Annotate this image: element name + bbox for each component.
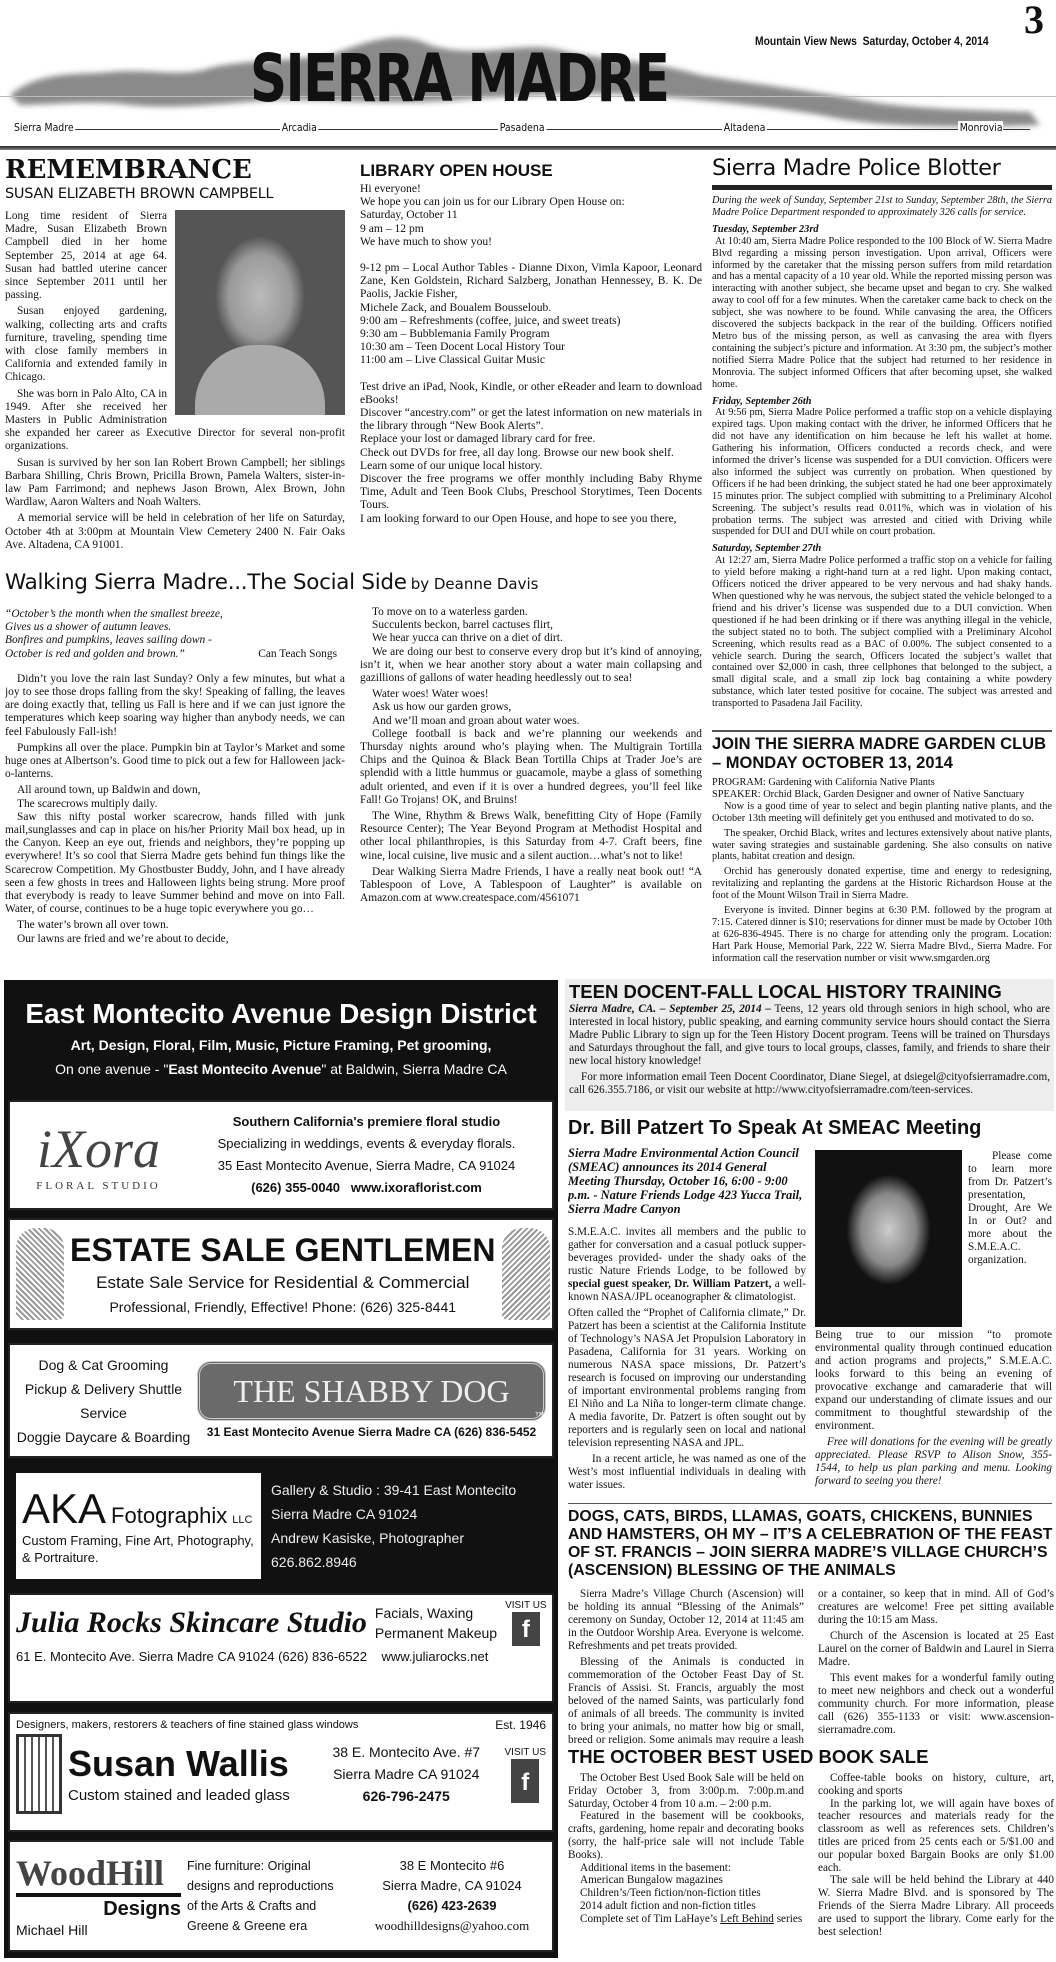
verse-line: We hear yucca can thrive on a diet of dirt. [372, 632, 563, 645]
animals-title: DOGS, CATS, BIRDS, LLAMAS, GOATS, CHICKENS, BUNNIES AND HAMSTERS, OH MY – IT’S A CELEBRATION OF THE FEAST OF ST. FRANCIS – JOIN SIERRA MADRE’S VILLAGE CHURCH’S (ASCENSION) BLESSING OF THE ANIMALS [568, 1508, 1053, 1579]
wallis-sub: Custom stained and leaded glass [68, 1787, 290, 1804]
library-feature: Test drive an iPad, Nook, Kindle, or other eReader and learn to download eBooks! [360, 379, 702, 406]
shabby-service: Pickup & Delivery Shuttle Service [24, 1380, 183, 1421]
ad-district-line2-c: " at Baldwin, Sierra Madre CA [321, 1061, 507, 1077]
shabby-logo [197, 1361, 546, 1421]
animals-paragraph: This event makes for a wonderful family outing to meet new neighbors and check out a wonderful community church. For more information, please call (626) 355-1133 or visit: www.ascension-sierramadre.com. [818, 1672, 1054, 1736]
aka-logo-b: Fotographix [111, 1503, 228, 1528]
julia-visit: VISIT US [505, 1600, 547, 1611]
woodhill-line: 38 E Montecito #6 [399, 1858, 505, 1873]
verse-line: Our lawns are fried and we’re about to decide, [17, 932, 229, 945]
booksale-paragraph: The October Best Used Book Sale will be held on Friday October 3, from 3:00p.m. 7:00p.m.and Saturday, October 4 from 10 a.m. – 2:00 p.m. [568, 1772, 804, 1810]
ad-district-line2-b: East Montecito Avenue [168, 1061, 322, 1077]
ixora-line1: Specializing in weddings, events & everyday florals. [217, 1136, 516, 1151]
smeac-title: Dr. Bill Patzert To Speak At SMEAC Meeting [568, 1117, 982, 1139]
shabby-tm: ™ [535, 1410, 544, 1420]
garden-speaker: SPEAKER: Orchid Black, Garden Designer and owner of Native Sanctuary [712, 788, 1025, 800]
garden-club-article [712, 735, 1052, 977]
police-entry-text: At 9:56 pm, Sierra Madre Police performed a traffic stop on a vehicle displaying expired tags. Upon making contact with the driver, he informed Officers that he did not have any identification on him because he left his wallet at home. Gathering his information, Officers conducted a records check, and were informed the driver’s license was suspended for a DUI conviction. Officers were also informed the subject was currently on probation. When questioned by Officers if he had been drinking, the subject stated he had one beer approximately 15 minutes prior. The subject complied with submitting to a Preliminary Alcohol Screening. The subject’s results read 0.011%, which was in violation of his probation terms. The subject was arrested and citied with Driving while suspended for DUI and DUI while on court probation. [712, 407, 1052, 538]
walking-paragraph: Saw this nifty postal worker scarecrow, hands filled with junk mail,sunglasses and cap in place on his/her Priority Mail box head, up in the Canyon. Keep an eye out, friends and neighbors, they’re popping up everywhere! It’s so cool that Sierra Madre gets behind fun things like the Scarecrow Competition. My Ghostbuster Buddy, John, and I have already seen a few ghosts in trees and Halloween lights being strung. More proof that everybody is ready to leave Summer behind and move on into Fall. Water, of course, continues to be a huge topic everywhere you go… [5, 810, 345, 916]
walking-paragraph: Pumpkins all over the place. Pumpkin bin at Taylor’s Market and some huge ones at Albertson’s. Good time to pick out a few for Halloween jack-o-lanterns. [5, 741, 345, 781]
verse-line: Succulents beckon, barrel cactuses flirt, [372, 619, 553, 632]
remembrance-paragraph: Susan enjoyed gardening, walking, collecting arts and crafts furniture, traveling, spending time with close family members in California and extended family in Chicago. [5, 305, 167, 384]
poem-credit: Can Teach Songs [258, 647, 337, 660]
julia-service: Facials, Waxing [374, 1604, 474, 1621]
smeac-paragraph: Free will donations for the evening will be greatly appreciated. Please RSVP to Alison Snow, 355-1544, to help us plan parking and menu. Looking forward to seeing you there! [815, 1436, 1052, 1487]
aka-llc: LLC [232, 1514, 253, 1526]
estate-line1: Estate Sale Service for Residential & Commercial [96, 1273, 470, 1292]
police-entry-text: At 12:27 am, Sierra Madre Police performed a traffic stop on a vehicle for failing to yield before making a right-hand turn at a red light. Upon making contact, Officers noticed the driver appeared to be very nervous and had shaky hands. When questioned why he was nervous, the subject stated the vehicle belonged to a friend and his driver’s license was suspended due to a DUI conviction. When questioned if he had been drinking or if there was anything illegal in the vehicle, the subject stated no to both. The subject complied with a Preliminary Alcohol Screening, which results read as a BAC of 0.00%. The subject consented to a vehicle search. During the search, Officers located the subject’s wallet that contained over $2,000 in cash, three cellphones that belonged to the subject, a small digital scale, and a small zip lock bag containing a white powdery substance, which later tested positive for cocaine. The subject was arrested and transported to Pasadena Jail Facility. [712, 555, 1052, 710]
walking-paragraph: Didn’t you love the rain last Sunday? Only a few minutes, but what a joy to see those drops falling from the sky! Speaking of falling, the leaves are doing exactly that, telling us Fall is here and if we can just ignore the temperatures which keep soaring way higher than anybody needs, we can feel Fabulously Fall-ish! [5, 672, 345, 738]
city-sierra-madre: Sierra Madre [14, 121, 74, 134]
smeac-p1-a: S.M.E.A.C. invites all members and the public to gather for conversation and a casual potluck supper- beverages provided- under the shady oaks of the rustic Nature Friends Lodge, to be followed by [568, 1226, 806, 1277]
smeac-paragraph: Often called the “Prophet of California climate,” Dr. Patzert has been a scientist at the California Institute of Technology’s NASA Jet Propulsion Laboratory in Pasadena, California for 31 years. Working on numerous NASA space missions, Dr. Patzert’s research is focused on improving our understanding of important environmental problems ranging from El Niño and La Niña to longer-term climate change. A media favorite, Dr. Patzert is often sought out by reporters and is regularly seen on local and national television representing NASA and JPL. [568, 1307, 806, 1449]
booksale-item: Children’s/Teen fiction/non-fiction titles [580, 1887, 761, 1900]
ad-district-title: East Montecito Avenue Design District [25, 998, 537, 1029]
library-schedule-item: 9-12 pm – Local Author Tables - Dianne Dixon, Vimla Kapoor, Leonard Zane, Ken Goldstein, Richard Salzberg, Jonathan Hennessey, B. K. De Paolis, Jackie Fisher, [360, 261, 702, 301]
page-number: 3 [1024, 0, 1044, 42]
wallis-logo: Susan Wallis [68, 1743, 289, 1784]
library-feature: Discover the free programs we offer monthly including Baby Rhyme Time, Adult and Teen Book Clubs, Preschool Storytimes, Teen Docents Tours. [360, 472, 702, 512]
verse-line: Ask us how our garden grows, [372, 701, 512, 714]
woodhill-logo: WoodHill [16, 1853, 181, 1897]
julia-service: Permanent Makeup [374, 1624, 498, 1641]
booksale-paragraph: Coffee-table books on history, culture, art, cooking and sports [818, 1772, 1054, 1797]
walking-paragraph: Dear Walking Sierra Madre Friends, I have a really neat book out! “A Tablespoon of Love, A Tablespoon of Laughter” is available on Amazon.com at www.createspace.com/4561071 [360, 865, 702, 905]
paper-dateline: Mountain View News Saturday, October 4, 2014 [755, 34, 989, 48]
ixora-website[interactable]: www.ixoraflorist.com [350, 1180, 482, 1195]
verse-line: And we’ll moan and groan about water woes. [372, 714, 580, 727]
booksale-item: 2014 adult fiction and non-fiction titles [580, 1899, 756, 1912]
library-article [360, 160, 702, 575]
city-altadena: Altadena [723, 121, 766, 134]
library-intro-line: We have much to show you! [360, 234, 493, 248]
aka-logo: AKA [22, 1485, 107, 1532]
smeac-p1-b: special guest speaker, Dr. William Patzert, [568, 1278, 772, 1290]
smeac-intro: Sierra Madre Environmental Action Council (SMEAC) announces its 2014 General Meeting Thursday, October 16, 6:00 - 9:00 p.m. - Nature Friends Lodge 423 Yucca Trail, Sierra Madre Canyon [568, 1146, 803, 1216]
police-blotter [712, 154, 1052, 722]
estate-title: ESTATE SALE GENTLEMEN [70, 1232, 496, 1268]
wallis-line: Sierra Madre CA 91024 [333, 1766, 480, 1782]
garden-paragraph: Orchid has generously donated expertise, time and energy to redesigning, revitalizing and replanting the gardens at the Historic Richardson House at the foot of the Mount Wilson Trail in Sierra Madre. [712, 866, 1052, 902]
city-arcadia: Arcadia [281, 121, 317, 134]
remembrance-subtitle: SUSAN ELIZABETH BROWN CAMPBELL [5, 186, 274, 202]
library-feature: Check out DVDs for free, all day long. Browse our new book shelf. [360, 445, 674, 459]
aka-services: Custom Framing, Fine Art, Photography, & Portraiture. [22, 1533, 254, 1565]
smeac-paragraph: Being true to our mission “to promote environmental quality through continued education and action programs and projects,” S.M.E.A.C. looks forward to this being an evening of provocative exchange and camaraderie that will expand our understanding of climate issues and our commitment to thoughtful stewardship of the environment. [815, 1329, 1052, 1432]
garden-program: PROGRAM: Gardening with California Native Plants [712, 777, 935, 788]
wallis-visit: VISIT US [504, 1746, 546, 1758]
poem-line: Bonfires and pumpkins, leaves sailing down - [5, 634, 212, 647]
griffin-icon [502, 1228, 550, 1320]
remembrance-paragraph: She was born in Palo Alto, CA in 1949. After she received her Masters in Public Administration she expanded her career as Executive Director for several non-profit organizations. [5, 387, 345, 453]
book-sale-article [568, 1746, 1054, 1962]
stained-glass-window-icon [16, 1734, 62, 1814]
booksale-paragraph: The sale will be held behind the Library at 440 W. Sierra Madre Blvd. and is sponsored by The Friends of the Sierra Madre Library. All proceeds are used to support the library. Come early for the best selection! [818, 1874, 1054, 1938]
aka-line: Gallery & Studio : 39-41 East Montecito [271, 1482, 517, 1498]
walking-title: Walking Sierra Madre...The Social Side [5, 570, 407, 595]
ixora-logo: iXora [36, 1119, 160, 1179]
verse-line: The scarecrows multiply daily. [17, 797, 158, 810]
walking-column-2 [360, 606, 702, 976]
masthead [0, 0, 1056, 150]
facebook-icon[interactable]: f [512, 1612, 540, 1646]
walking-byline: by Deanne Davis [410, 575, 539, 593]
walking-paragraph: The Wine, Rhythm & Brews Walk, benefitting City of Hope (Family Resource Center); The Year Beyond Program at Methodist Hospital and other local philanthropies, is this Saturday from 4-7. Craft beers, fine wine, local cuisine, live music and a silent auction…what’s not to like! [360, 810, 702, 862]
garden-paragraph: Everyone is invited. Dinner begins at 6:30 P.M. followed by the program at 7:15. Catered dinner is $10; reservations for dinner must be made by October 10th at 626-836-4945. There is no charge for attending only the program. Location: Hart Park House, Memorial Park, 222 W. Sierra Madre Blvd., Sierra Madre. For information call the reservation number or visit www.smgarden.org [712, 905, 1052, 964]
library-schedule-item: 11:00 am – Live Classical Guitar Music [360, 353, 546, 367]
poem-line: “October’s the month when the smallest breeze, [5, 608, 223, 620]
remembrance-paragraph: Susan is survived by her son Ian Robert Brown Campbell; her siblings Barbara Shilling, Chris Brown, Pricilla Brown, Pamela Walters, sister-in-law Pam Farrimond; and nephews Jason Brown, Alex Brown, John Wardlaw, Aaron Walters and Noah Walters. [5, 456, 345, 509]
remembrance-paragraph: A memorial service will be held in celebration of her life on Saturday, October 4th at 3:00pm at Mountain View Cemetery 2400 N. Fair Oaks Ave. Altadena, CA 91001. [5, 512, 345, 551]
library-intro-line: We hope you can join us for our Library Open House on: [360, 195, 625, 209]
ad-design-district[interactable] [8, 982, 554, 1094]
ixora-tagline: Southern California's premiere floral studio [232, 1114, 501, 1129]
wallis-phone: 626-796-2475 [362, 1788, 450, 1804]
library-title: LIBRARY OPEN HOUSE [360, 161, 553, 180]
verse-line: All around town, up Baldwin and down, [17, 784, 201, 797]
walking-paragraph: We are doing our best to conserve every drop but it’s kind of annoying, isn’t it, when we hear another story about a water main collapsing and gazillions of gallons of water heading heedlessly out to sea! [360, 645, 702, 685]
woodhill-desc: Fine furniture: Original [187, 1859, 311, 1873]
verse-line: The water’s brown all over town. [17, 919, 169, 932]
city-monrovia: Monrovia [959, 121, 1003, 134]
remembrance-paragraph: Long time resident of Sierra Madre, Susan Elizabeth Brown Campbell died in her home September 25, 2014 at age 64. Susan had battled uterine cancer since September 2011 until her passing. [5, 210, 167, 302]
smeac-paragraph: Please come to learn more from Dr. Patzert’s presentation, Drought, Are We In or Out? and more about the S.M.E.A.C. organization. [968, 1150, 1052, 1266]
booksale-item-text: Complete set of Tim LaHaye’s [580, 1912, 721, 1925]
booksale-item: Additional items in the basement: [580, 1861, 732, 1874]
patzert-photo [815, 1150, 962, 1327]
ixora-address: 35 East Montecito Avenue, Sierra Madre, CA 91024 [217, 1158, 516, 1173]
woodhill-owner: Michael Hill [16, 1922, 88, 1938]
walking-headline [5, 570, 705, 595]
remembrance-article [5, 156, 345, 574]
police-entry-text: At 10:40 am, Sierra Madre Police responded to the 100 Block of W. Sierra Madre Blvd regarding a missing person investigation. Upon arrival, Officers were informed by the caretaker that the missing person suffers from mild retardation and has a mental capacity of a 10 year old. While the reported missing person was interacting with another subject, she became upset and began to cry. She walked away to cool off for a few minutes. When the caretaker came back to check on the subject, she was nowhere to be found. While canvasing the area, the Officers discovered the subjects backpack in the rear of the building. Officers notified Metro bus of the missing person, as well as canvasing the area with flyers containing the subject’s picture and information. At 3:30 pm, the subject’s mother notified Sierra Madre Police that the subject had returned to her residence in Monrovia. The subject informed Officers that after becoming upset, she walked home. [712, 235, 1052, 390]
woodhill-logo-b: Designs [103, 1898, 181, 1920]
verse-line: To move on to a waterless garden. [372, 606, 528, 618]
poem-line: Gives us a shower of autumn leaves. [5, 621, 172, 634]
remembrance-photo [175, 210, 345, 415]
wallis-tagline: Designers, makers, restorers & teachers of fine stained glass windows [16, 1719, 359, 1731]
teen-paragraph: Teens, 12 years old through seniors in high school, who are interested in local history, public speaking, and earning community service hours should contact the Sierra Madre Public Library to sign up for the Teen History Docent program. Teens will be trained on Thursdays and Saturdays throughout the fall, and give tours to local groups, classes, family, and friends to share their new local history knowledge! [569, 1003, 1050, 1067]
police-title: Sierra Madre Police Blotter [712, 155, 1001, 181]
booksale-item-text: series [773, 1912, 803, 1925]
ad-julia-rocks[interactable] [8, 1593, 554, 1703]
blessing-animals-article [568, 1508, 1054, 1744]
police-title-rule [712, 185, 1052, 190]
police-entry-date: Tuesday, September 23rd [712, 223, 819, 235]
teen-paragraph: For more information email Teen Docent Coordinator, Diane Siegel, at dsiegel@cityofsierramadre.com, call 626.355.7186, or visit our website at http://www.cityofsierramadre.com/teen-services. [569, 1071, 1050, 1096]
smeac-paragraph: In a recent article, he was named as one of the West’s most influential individuals in dealing with water issues. [568, 1453, 806, 1491]
ad-district-line1: Art, Design, Floral, Film, Music, Picture Framing, Pet grooming, [70, 1037, 492, 1053]
booksale-title: THE OCTOBER BEST USED BOOK SALE [568, 1746, 929, 1767]
teen-docent-article [565, 979, 1054, 1111]
smeac-p1-c: a well-known NASA/JPL oceanographer & climatologist. [568, 1278, 806, 1303]
masthead-title: SIERRA MADRE [250, 40, 669, 117]
library-schedule-item: 10:30 am – Teen Docent Local History Tour [360, 340, 565, 354]
library-feature: I am looking forward to our Open House, and hope to see you there, [360, 511, 677, 525]
booksale-item: American Bungalow magazines [580, 1874, 723, 1887]
shabby-service: Doggie Daycare & Boarding [16, 1428, 191, 1445]
library-feature: Discover “ancestry.com” or get the latest information on new materials in the library through “New Book Alerts”. [360, 406, 702, 433]
aka-line: Sierra Madre CA 91024 [271, 1506, 418, 1522]
woodhill-phone: (626) 423-2639 [407, 1898, 497, 1913]
wallis-line: 38 E. Montecito Ave. #7 [332, 1744, 481, 1760]
verse-line: Water woes! Water woes! [372, 688, 489, 701]
animals-paragraph: Church of the Ascension is located at 25 East Laurel on the corner of Baldwin and Laurel in Sierra Madre. [818, 1630, 1054, 1668]
aka-line: Andrew Kasiske, Photographer [271, 1530, 464, 1546]
garden-title: JOIN THE SIERRA MADRE GARDEN CLUB – MONDAY OCTOBER 13, 2014 [712, 735, 1046, 772]
booksale-paragraph: In the parking lot, we will again have boxes of teacher resources and materials ready for the classroom as well as references sets. Children’s titles are priced from 25 cents each or 5/$1.00 and our popular boxed Bargain Books are only $1.00 each. [818, 1797, 1054, 1874]
booksale-paragraph: Featured in the basement will be cookbooks, crafts, gardening, home repair and decorating books (sorry, the half-price sale will not include Table Books). [568, 1810, 804, 1861]
teen-dateline: Sierra Madre, CA. – September 25, 2014 – [569, 1003, 771, 1015]
police-entry-date: Saturday, September 27th [712, 543, 822, 555]
ixora-phone: (626) 355-0040 [251, 1180, 341, 1195]
ixora-logo-sub: FLORAL STUDIO [36, 1180, 161, 1192]
julia-website[interactable]: www.juliarocks.net [381, 1649, 489, 1664]
smeac-article [568, 1114, 1054, 1502]
header-rule [0, 146, 1056, 150]
facebook-icon[interactable]: f [511, 1759, 539, 1803]
woodhill-email[interactable]: woodhilldesigns@yahoo.com [374, 1918, 530, 1933]
library-intro-line: Hi everyone! [360, 182, 421, 195]
garden-paragraph: Now is a good time of year to select and begin planting native plants, and the October 13th meeting will definitely get you enthused and motivated to do so. [712, 800, 1052, 824]
library-feature: Learn some of our unique local history. [360, 458, 543, 472]
ad-ixora[interactable] [8, 1100, 554, 1210]
woodhill-desc: of the Arts & Crafts and [187, 1899, 317, 1913]
city-pasadena: Pasadena [499, 121, 545, 134]
ad-shabby-dog[interactable] [8, 1343, 554, 1458]
library-intro-line: Saturday, October 11 [360, 208, 458, 222]
library-schedule-item: 9:00 am – Refreshments (coffee, juice, and sweet treats) [360, 313, 621, 327]
ad-susan-wallis[interactable] [8, 1712, 554, 1832]
walking-paragraph: College football is back and we’re planning our weekends and Thursday nights around who’s playing when. The Multigrain Tortilla Chips and the Quinoa & Black Bean Tortilla Chips at Trader Joe’s are splendid with a little hummus or guacamole, maybe a glass of something adult oriented, and even if it is over a hundred degrees, you’ll feel like Fall! Go Trojans! OK, and Bruins! [360, 727, 702, 806]
woodhill-desc: designs and reproductions [187, 1879, 334, 1893]
ad-district-line2-a: On one avenue - " [55, 1061, 169, 1077]
shabby-logo-text: THE SHABBY DOG [233, 1373, 510, 1409]
ad-estate-sale[interactable] [8, 1218, 554, 1330]
griffin-icon [16, 1228, 64, 1320]
shabby-address: 31 East Montecito Avenue Sierra Madre CA (626) 836-5452 [206, 1425, 537, 1439]
left-behind-title: Left Behind [720, 1912, 774, 1925]
aka-line: 626.862.8946 [271, 1554, 357, 1570]
booksale-item [568, 1913, 804, 1926]
shabby-service: Dog & Cat Grooming [38, 1356, 169, 1373]
poem-line: October is red and golden and brown.” [5, 647, 185, 660]
library-feature: Replace your lost or damaged library card for free. [360, 432, 596, 446]
julia-logo: Julia Rocks Skincare Studio [16, 1605, 367, 1639]
estate-line2: Professional, Friendly, Effective! Phone: (626) 325-8441 [109, 1299, 457, 1315]
library-schedule-item: 9:30 am – Bubblemania Family Program [360, 327, 550, 341]
remembrance-title: REMEMBRANCE [5, 156, 252, 185]
julia-address: 61 E. Montecito Ave. Sierra Madre CA 91024 (626) 836-6522 [16, 1649, 367, 1664]
walking-column-1 [5, 608, 345, 973]
garden-paragraph: The speaker, Orchid Black, writes and lectures extensively about native plants, water saving strategies and sustainable gardening. She also consults on native plants, habitat creation and design. [712, 827, 1052, 863]
library-schedule-item: Michele Zack, and Boualem Bousseloub. [360, 300, 552, 314]
woodhill-line: Sierra Madre, CA 91024 [382, 1878, 522, 1893]
library-intro-line: 9 am – 12 pm [360, 221, 424, 235]
smeac-paragraph [568, 1226, 806, 1304]
police-intro: During the week of Sunday, September 21st to Sunday, September 28th, the Sierra Madre Police Department responded to approximately 326 calls for service. [712, 195, 1052, 218]
animals-paragraph: Blessing of the Animals is conducted in commemoration of the October Feast Day of St. Francis of Assisi. St. Francis, arguably the most beloved of the named Saints, was particularly fond of animals of all breeds. The community is invited to bring your animals, no matter how big or small, breed or religion. Some animals may require a leash or a container, so keep that in mind. All of God’s creatures are welcome! Free pet sitting available during the 10:15 am Mass. [568, 1588, 1054, 1744]
ad-woodhill[interactable] [8, 1840, 554, 1952]
police-entry-date: Friday, September 26th [712, 395, 812, 407]
animals-paragraph: Sierra Madre’s Village Church (Ascension) will be holding its annual “Blessing of the Animals” ceremony on Sunday, October 12, 2014 at 11:45 am in the Outdoor Worship Area. Everyone is welcome. Refreshments and pet treats provided. [568, 1588, 804, 1652]
ad-aka-fotographix[interactable] [8, 1467, 554, 1585]
wallis-est: Est. 1946 [495, 1718, 546, 1732]
teen-title: TEEN DOCENT-FALL LOCAL HISTORY TRAINING [569, 981, 1002, 1002]
woodhill-desc: Greene & Greene era [187, 1919, 308, 1933]
ad-district-line2 [55, 1059, 507, 1079]
